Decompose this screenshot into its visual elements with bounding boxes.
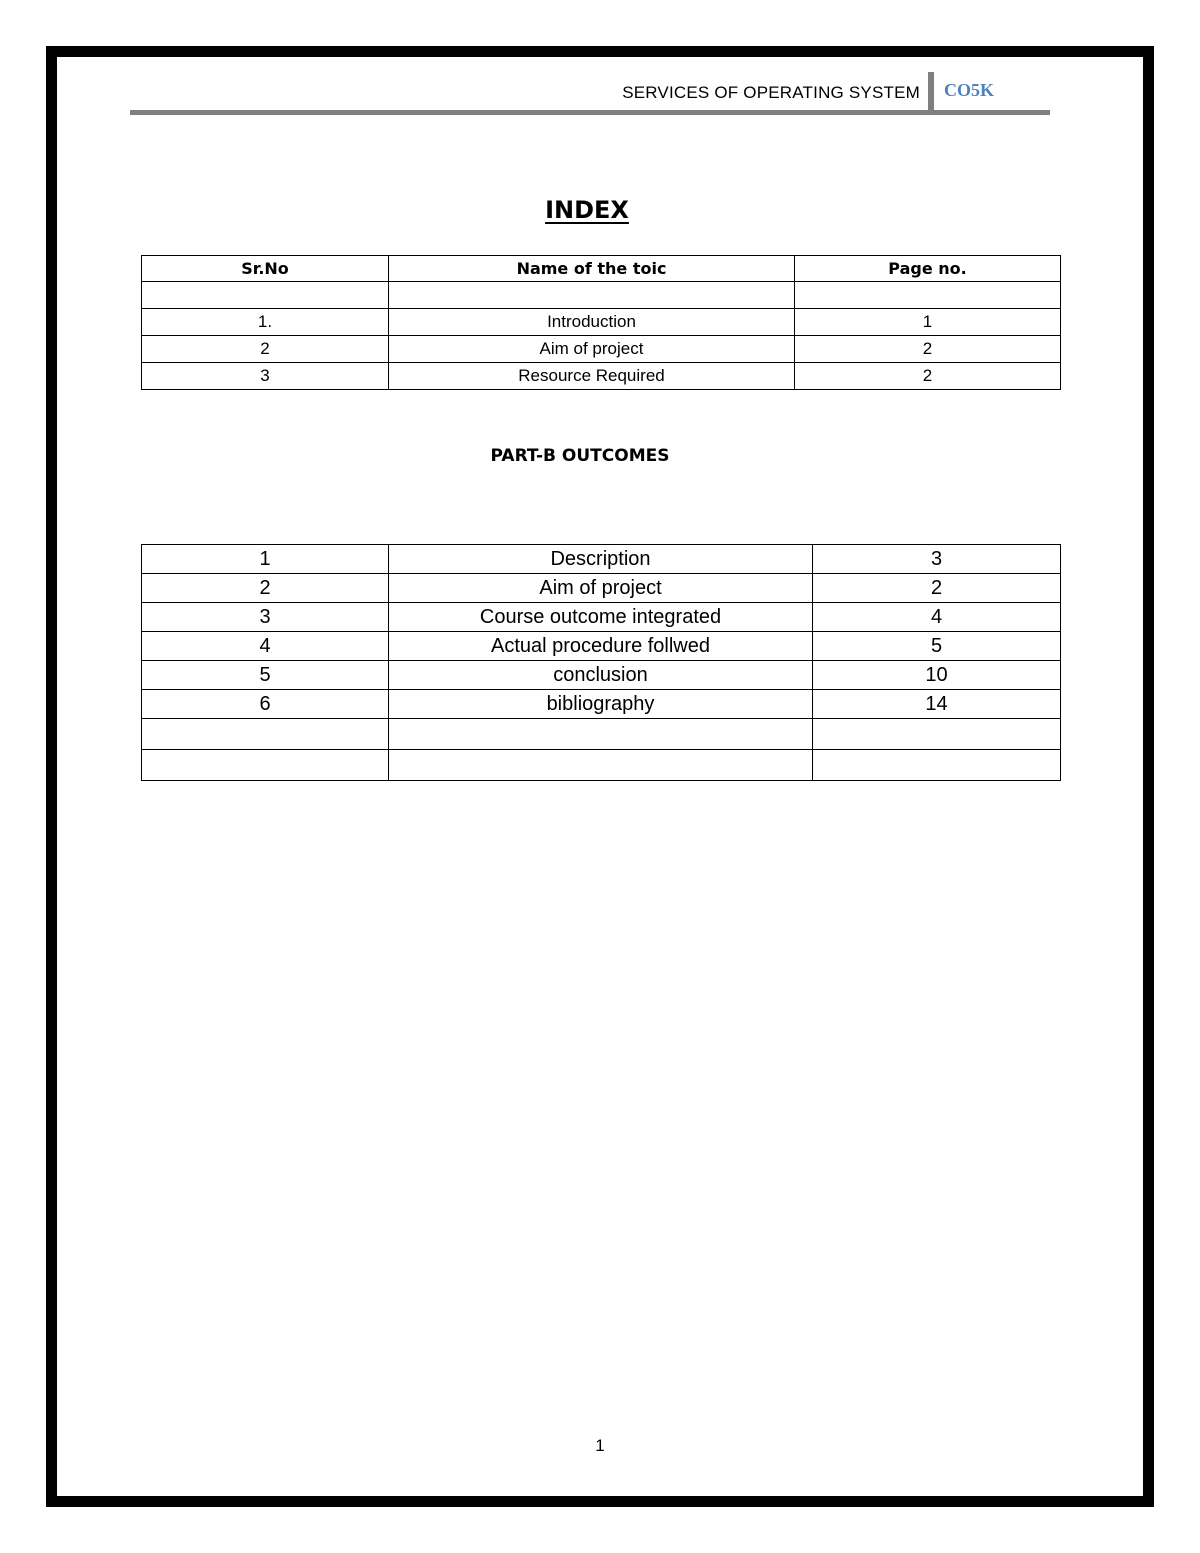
page-no-cell: 4 xyxy=(813,603,1061,632)
column-header-topic: Name of the toic xyxy=(389,256,795,282)
column-header-sr-no: Sr.No xyxy=(142,256,389,282)
table-row xyxy=(142,719,1061,750)
topic-cell: Resource Required xyxy=(389,363,795,390)
topic-cell xyxy=(389,719,813,750)
sr-no-cell: 3 xyxy=(142,603,389,632)
page-no-cell: 2 xyxy=(813,574,1061,603)
page-no-cell: 2 xyxy=(795,363,1061,390)
topic-cell: bibliography xyxy=(389,690,813,719)
page-no-cell xyxy=(813,750,1061,781)
outcomes-table xyxy=(141,544,1061,781)
table-row xyxy=(142,282,1061,309)
index-title: INDEX xyxy=(545,196,629,224)
table-row xyxy=(142,690,1061,719)
topic-cell xyxy=(389,750,813,781)
sr-no-cell: 3 xyxy=(142,363,389,390)
page-no-cell xyxy=(813,719,1061,750)
page-no-cell: 10 xyxy=(813,661,1061,690)
sr-no-cell: 2 xyxy=(142,336,389,363)
topic-cell: Description xyxy=(389,545,813,574)
topic-cell: Course outcome integrated xyxy=(389,603,813,632)
topic-cell: Introduction xyxy=(389,309,795,336)
header-course-code: CO5K xyxy=(944,80,995,100)
page-no-cell: 2 xyxy=(795,336,1061,363)
page-no-cell: 14 xyxy=(813,690,1061,719)
sr-no-cell: 2 xyxy=(142,574,389,603)
page-number: 1 xyxy=(595,1436,605,1455)
page-no-cell: 3 xyxy=(813,545,1061,574)
sr-no-cell xyxy=(142,282,389,309)
sr-no-cell xyxy=(142,719,389,750)
topic-cell: Aim of project xyxy=(389,574,813,603)
header-rule xyxy=(130,110,1050,115)
topic-cell: Actual procedure follwed xyxy=(389,632,813,661)
sr-no-cell: 1. xyxy=(142,309,389,336)
table-row xyxy=(142,603,1061,632)
header-title: SERVICES OF OPERATING SYSTEM xyxy=(622,83,920,102)
topic-cell: conclusion xyxy=(389,661,813,690)
index-header-row xyxy=(142,256,1061,282)
table-row xyxy=(142,661,1061,690)
table-row xyxy=(142,632,1061,661)
sr-no-cell: 5 xyxy=(142,661,389,690)
topic-cell xyxy=(389,282,795,309)
table-row xyxy=(142,363,1061,390)
sr-no-cell xyxy=(142,750,389,781)
table-row xyxy=(142,336,1061,363)
table-row xyxy=(142,309,1061,336)
table-row xyxy=(142,574,1061,603)
part-b-title: PART-B OUTCOMES xyxy=(490,446,670,466)
topic-cell: Aim of project xyxy=(389,336,795,363)
page-no-cell xyxy=(795,282,1061,309)
table-row xyxy=(142,750,1061,781)
page-no-cell: 5 xyxy=(813,632,1061,661)
index-table xyxy=(141,255,1061,390)
sr-no-cell: 6 xyxy=(142,690,389,719)
sr-no-cell: 4 xyxy=(142,632,389,661)
sr-no-cell: 1 xyxy=(142,545,389,574)
column-header-page-no: Page no. xyxy=(795,256,1061,282)
table-row xyxy=(142,545,1061,574)
page-no-cell: 1 xyxy=(795,309,1061,336)
header-divider xyxy=(928,72,934,112)
